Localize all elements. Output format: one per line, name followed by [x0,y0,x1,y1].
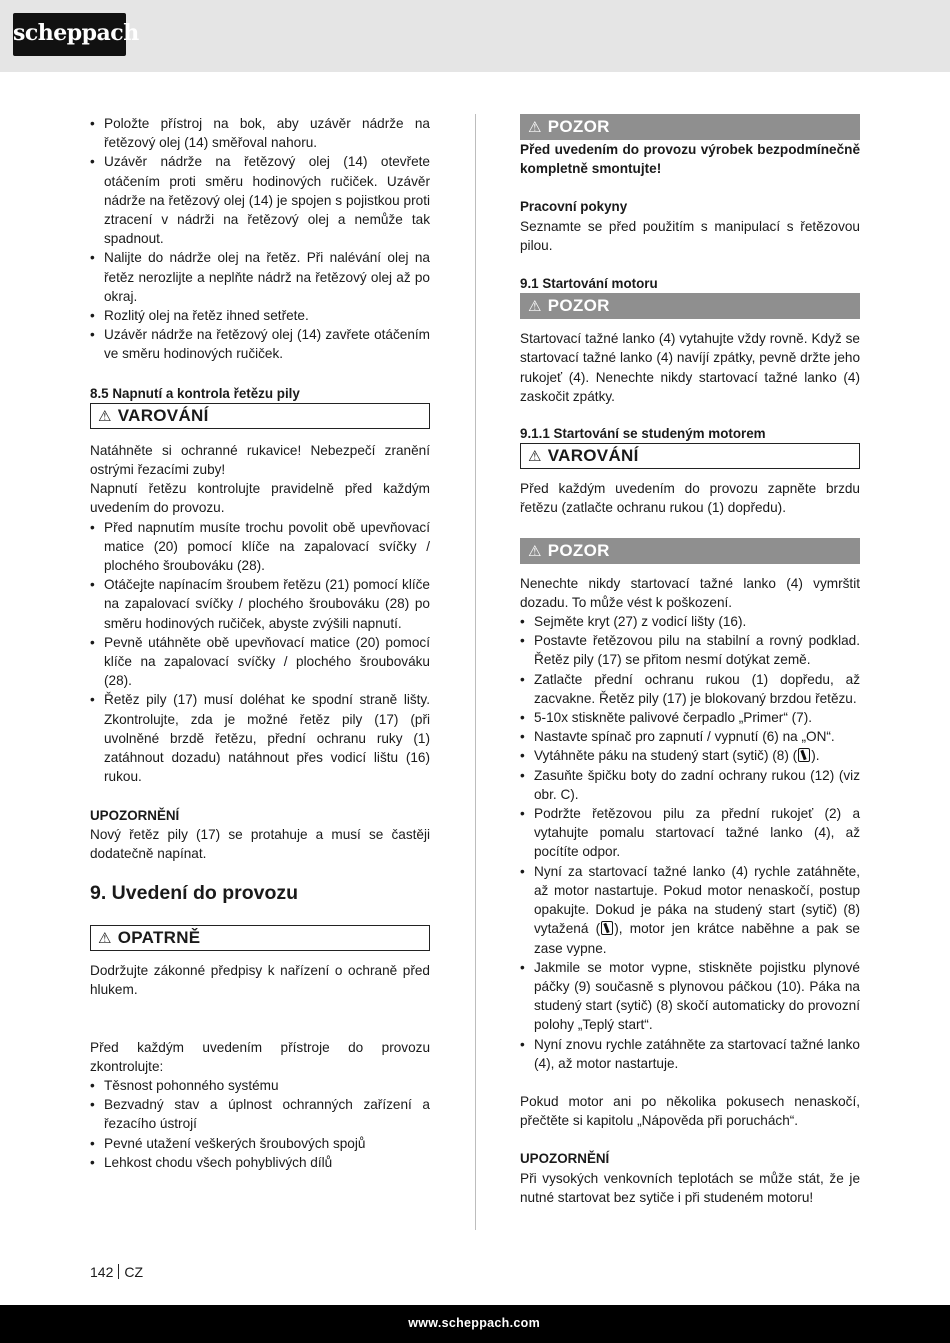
work-instructions-text: Seznamte se před použitím s manipulací s řetězovou pilou. [520,218,860,253]
check-list [90,1076,430,1172]
warning-triangle-icon: ⚠ [528,119,542,136]
section-heading-9-1-1: 9.1.1 Startování se studeným motorem [520,426,766,442]
list-item: • Uzávěr nádrže na řetězový olej (14) zavřete otáčením ve směru hodinových ručiček. [90,325,430,363]
warning-triangle-icon: ⚠ [98,407,112,425]
list-item: • Před napnutím musíte trochu povolit obě upevňovací matice (20) pomocí klíče na zapalovací svíčky / plochého šroubováku (28). [90,518,430,576]
list-item: • Zasuňte špičku boty do zadní ochrany rukou (12) (viz obr. C). [520,766,860,804]
language-code: CZ [124,1264,144,1280]
website-link[interactable]: www.scheppach.com [408,1316,540,1330]
choke-lever-icon [601,921,613,935]
page-number: 142 [90,1264,114,1280]
attention-box [520,114,860,140]
list-item: • Řetěz pily (17) musí doléhat ke spodní straně lišty. Zkontrolujte, zda je možné řetěz pily (17) (při uvolněné brzdě řetězu, přední ochranu ruky (1) zatáhnout dozadu) natáhnout přes vodicí lištu (16) rukou. [90,690,430,786]
rope-text: Startovací tažné lanko (4) vytahujte vždy rovně. Když se startovací tažné lanko (4) navíjí zpátky, pevně držte jeho rukojeť (4). Nenechte nikdy startovací tažné lanko (4) zaskočit zpátky. [520,331,860,404]
header-bar [0,0,950,72]
warning-box [90,403,430,429]
noise-text: Dodržujte zákonné předpisy k nařízení o ochraně před hlukem. [90,963,430,998]
section-heading-9-1: 9.1 Startování motoru [520,276,658,292]
list-item: • Nyní za startovací tažné lanko (4) rychle zatáhněte, až motor nastartuje. Pokud motor nenaskočí, postup opakujte. Dokud je páka na studený start (sytič) (8) vytažená ( ), motor jen krátce naběhne a pak se zase vypne. [520,862,860,958]
list-item: • Lehkost chodu všech pohyblivých dílů [90,1153,430,1172]
oil-fill-steps [90,114,430,364]
before-use-text: Před každým uvedením přístroje do provozu zkontrolujte: [90,1039,430,1074]
assembly-text: Před uvedením do provozu výrobek bezpodmínečně kompletně smontujte! [520,142,860,177]
attention-box [520,293,860,319]
right-column [520,114,860,1207]
failure-text: Pokud motor ani po několika pokusech nenaskočí, přečtěte si kapitolu „Nápověda při poruchách“. [520,1093,860,1129]
list-item: • Pevně utáhněte obě upevňovací matice (20) pomocí klíče na zapalovací svíčky / plochého šroubováku (28). [90,633,430,691]
check-text: Napnutí řetězu kontrolujte pravidelně před každým uvedením do provozu. [90,481,430,516]
left-column [90,114,430,1172]
list-item: • Pevné utažení veškerých šroubových spojů [90,1134,430,1153]
warning-triangle-icon: ⚠ [98,930,112,948]
list-item: • Rozlitý olej na řetěz ihned setřete. [90,306,430,325]
caution-label: OPATRNĚ [117,928,201,948]
list-item: • Jakmile se motor vypne, stiskněte pojistku plynové páčky (9) současně s plynovou páčkou (10). Páka na studený start (sytič) (8) skočí automaticky do provozní polohy „Teplý start“. [520,958,860,1035]
list-item: • Zatlačte přední ochranu rukou (1) dopředu, až zacvakne. Řetěz pily (17) je blokovaný brzdou řetězu. [520,670,860,708]
list-item: • Těsnost pohonného systému [90,1076,430,1095]
brand-logo: scheppach [13,13,126,56]
list-item: • Položte přístroj na bok, aby uzávěr nádrže na řetězový olej (14) směřoval nahoru. [90,114,430,152]
footer-bar [0,1305,950,1343]
list-item: • Bezvadný stav a úplnost ochranných zařízení a řezacího ústrojí [90,1095,430,1133]
warning-triangle-icon: ⚠ [528,448,542,466]
warning-box [520,443,860,469]
list-item: • Nalijte do nádrže olej na řetěz. Při nalévání olej na řetěz nerozlijte a neplňte nádrž na řetězový olej až po okraj. [90,248,430,306]
note-title: UPOZORNĚNÍ [90,807,180,823]
attention-label: POZOR [547,296,610,316]
brake-text: Před každým uvedením do provozu zapněte brzdu řetězu (zatlačte ochranu rukou (1) dopředu). [520,481,860,516]
list-item: • Podržte řetězovou pilu za přední rukojeť (2) a vytahujte pomalu startovací tažné lanko (4), až pocítíte odpor. [520,804,860,862]
list-item: • 5-10x stiskněte palivové čerpadlo „Primer“ (7). [520,708,860,727]
throw-text: Nenechte nikdy startovací tažné lanko (4) vymrštit dozadu. To může vést k poškození. [520,575,860,610]
start-steps [520,612,860,1073]
column-divider [475,114,476,1230]
chapter-heading-9: 9. Uvedení do provozu [90,882,299,905]
list-item: • Uzávěr nádrže na řetězový olej (14) otevřete otáčením proti směru hodinových ručiček. Uzávěr nádrže na řetězový olej (14) je spojen s pojistkou proti ztracení v nádrži na řetězový olej a nemůže tak spadnout. [90,152,430,248]
list-item: • Nyní znovu rychle zatáhněte za startovací tažné lanko (4), až motor nastartuje. [520,1035,860,1073]
gloves-text: Natáhněte si ochranné rukavice! Nebezpečí zranění ostrými řezacími zuby! [90,442,430,478]
attention-box [520,538,860,564]
list-item: • Postavte řetězovou pilu na stabilní a rovný podklad. Řetěz pily (17) se přitom nesmí dotýkat země. [520,631,860,669]
note-text: Nový řetěz pily (17) se protahuje a musí se častěji dodatečně napínat. [90,826,430,861]
warning-label: VAROVÁNÍ [547,446,639,466]
list-item: • Vytáhněte páku na studený start (sytič) (8) ( ). [520,746,860,765]
page-footer [90,1264,143,1280]
choke-lever-icon [798,748,810,762]
tension-steps [90,518,430,787]
caution-box [90,925,430,951]
warning-triangle-icon: ⚠ [528,542,542,560]
list-item: • Sejměte kryt (27) z vodicí lišty (16). [520,612,860,631]
footer-separator [118,1264,119,1279]
note-title: UPOZORNĚNÍ [520,1151,610,1167]
attention-label: POZOR [547,117,610,136]
list-item: • Otáčejte napínacím šroubem řetězu (21) pomocí klíče na zapalovací svíčky / plochého šroubováku (28) po směru hodinových ručiček, abyste zvýšili napnutí. [90,575,430,633]
note-text: Při vysokých venkovních teplotách se může stát, že je nutné startovat bez sytiče i při studeném motoru! [520,1170,860,1205]
work-instructions-title: Pracovní pokyny [520,199,628,215]
warning-label: VAROVÁNÍ [117,405,209,425]
section-heading-8-5: 8.5 Napnutí a kontrola řetězu pily [90,385,300,401]
attention-label: POZOR [547,540,610,560]
list-item: • Nastavte spínač pro zapnutí / vypnutí (6) na „ON“. [520,727,860,746]
warning-triangle-icon: ⚠ [528,298,542,316]
